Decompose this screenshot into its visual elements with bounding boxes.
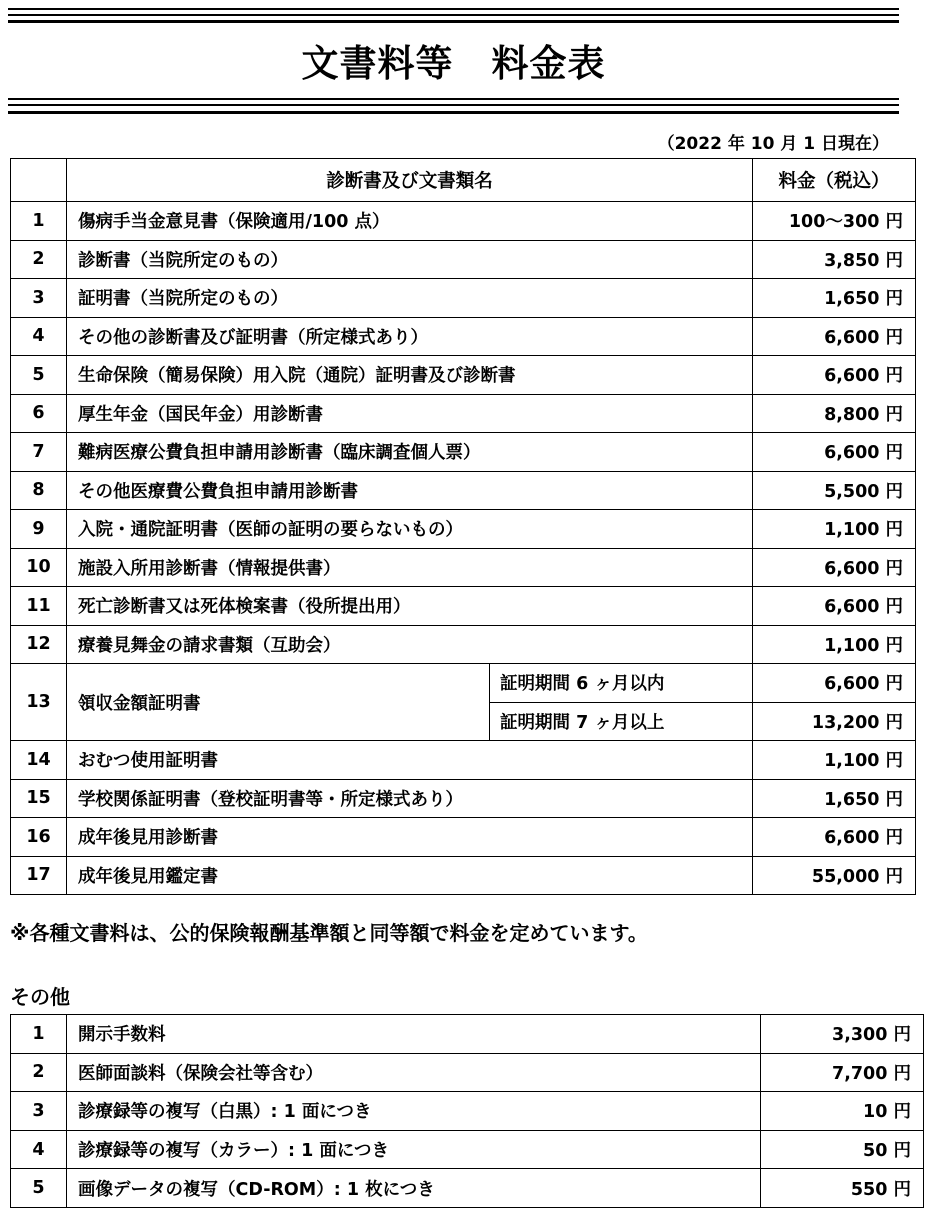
header-document-name: 診断書及び文書類名 <box>67 159 753 202</box>
table-row <box>11 548 916 587</box>
document-name: 診断書（当院所定のもの） <box>67 240 753 279</box>
table-row <box>11 856 916 895</box>
row-number: 5 <box>11 356 67 395</box>
table-row <box>11 1053 924 1092</box>
document-name: 学校関係証明書（登校証明書等・所定様式あり） <box>67 779 753 818</box>
other-heading: その他 <box>10 985 70 1009</box>
bottom-rule-1 <box>8 98 899 100</box>
table-row <box>11 202 916 241</box>
row-number: 17 <box>11 856 67 895</box>
price: 6,600 円 <box>753 433 916 472</box>
header-price: 料金（税込） <box>753 159 916 202</box>
table-row <box>11 1092 924 1131</box>
document-name: 厚生年金（国民年金）用診断書 <box>67 394 753 433</box>
price: 550 円 <box>761 1169 924 1208</box>
document-name: 入院・通院証明書（医師の証明の要らないもの） <box>67 510 753 549</box>
document-name: 難病医療公費負担申請用診断書（臨床調査個人票） <box>67 433 753 472</box>
row-number: 4 <box>11 1130 67 1169</box>
table-row <box>11 779 916 818</box>
row-number: 1 <box>11 202 67 241</box>
header-no <box>11 159 67 202</box>
document-name: 成年後見用鑑定書 <box>67 856 753 895</box>
price: 8,800 円 <box>753 394 916 433</box>
certificate-period: 証明期間 6 ヶ月以内 <box>490 664 753 703</box>
price: 6,600 円 <box>753 818 916 857</box>
table-row <box>11 818 916 857</box>
row-number: 1 <box>11 1015 67 1054</box>
document-name: 施設入所用診断書（情報提供書） <box>67 548 753 587</box>
as-of-date: （2022 年 10 月 1 日現在） <box>657 134 889 154</box>
price: 1,100 円 <box>753 510 916 549</box>
table-row <box>11 317 916 356</box>
table-row <box>11 279 916 318</box>
fee-table-header <box>11 159 916 202</box>
table-row <box>11 433 916 472</box>
price: 6,600 円 <box>753 587 916 626</box>
price: 1,100 円 <box>753 741 916 780</box>
document-name: 傷病手当金意見書（保険適用/100 点） <box>67 202 753 241</box>
row-number: 6 <box>11 394 67 433</box>
price: 3,300 円 <box>761 1015 924 1054</box>
price: 7,700 円 <box>761 1053 924 1092</box>
bottom-rule-2 <box>8 104 899 106</box>
document-name: 証明書（当院所定のもの） <box>67 279 753 318</box>
price: 13,200 円 <box>753 702 916 741</box>
price: 55,000 円 <box>753 856 916 895</box>
table-row <box>11 240 916 279</box>
table-row <box>11 587 916 626</box>
row-number: 15 <box>11 779 67 818</box>
price: 6,600 円 <box>753 664 916 703</box>
row-number: 16 <box>11 818 67 857</box>
row-number: 3 <box>11 279 67 318</box>
document-name: 領収金額証明書 <box>67 664 490 741</box>
price: 1,100 円 <box>753 625 916 664</box>
document-name: 成年後見用診断書 <box>67 818 753 857</box>
row-number: 8 <box>11 471 67 510</box>
certificate-period: 証明期間 7 ヶ月以上 <box>490 702 753 741</box>
bottom-rule-3 <box>8 111 899 114</box>
table-row <box>11 664 916 703</box>
document-name: 生命保険（簡易保険）用入院（通院）証明書及び診断書 <box>67 356 753 395</box>
document-name: その他医療費公費負担申請用診断書 <box>67 471 753 510</box>
document-name: 診療録等の複写（カラー）: 1 面につき <box>67 1130 761 1169</box>
page-title: 文書料等 料金表 <box>301 42 606 85</box>
table-row <box>11 471 916 510</box>
row-number: 5 <box>11 1169 67 1208</box>
price: 3,850 円 <box>753 240 916 279</box>
top-rule-1 <box>8 8 899 10</box>
table-row <box>11 356 916 395</box>
row-number: 12 <box>11 625 67 664</box>
row-number: 4 <box>11 317 67 356</box>
row-number: 13 <box>11 664 67 741</box>
price: 6,600 円 <box>753 356 916 395</box>
top-rule-2 <box>8 14 899 16</box>
price: 6,600 円 <box>753 317 916 356</box>
document-name: 診療録等の複写（白黒）: 1 面につき <box>67 1092 761 1131</box>
price: 50 円 <box>761 1130 924 1169</box>
document-name: 開示手数料 <box>67 1015 761 1054</box>
row-number: 3 <box>11 1092 67 1131</box>
table-row <box>11 510 916 549</box>
document-name: その他の診断書及び証明書（所定様式あり） <box>67 317 753 356</box>
table-row <box>11 741 916 780</box>
price: 10 円 <box>761 1092 924 1131</box>
price: 1,650 円 <box>753 779 916 818</box>
row-number: 10 <box>11 548 67 587</box>
document-name: 画像データの複写（CD-ROM）: 1 枚につき <box>67 1169 761 1208</box>
price: 6,600 円 <box>753 548 916 587</box>
price: 100～300 円 <box>753 202 916 241</box>
other-fee-table <box>10 1014 924 1208</box>
row-number: 2 <box>11 240 67 279</box>
row-number: 11 <box>11 587 67 626</box>
table-row <box>11 1015 924 1054</box>
row-number: 9 <box>11 510 67 549</box>
document-name: おむつ使用証明書 <box>67 741 753 780</box>
row-number: 14 <box>11 741 67 780</box>
row-number: 7 <box>11 433 67 472</box>
table-row <box>11 394 916 433</box>
document-name: 死亡診断書又は死体検案書（役所提出用） <box>67 587 753 626</box>
fee-table <box>10 158 916 895</box>
table-row <box>11 1130 924 1169</box>
table-row <box>11 625 916 664</box>
fee-note: ※各種文書料は、公的保険報酬基準額と同等額で料金を定めています。 <box>10 921 648 945</box>
row-number: 2 <box>11 1053 67 1092</box>
table-row <box>11 1169 924 1208</box>
top-rule-3 <box>8 20 899 23</box>
document-name: 医師面談料（保険会社等含む） <box>67 1053 761 1092</box>
document-name: 療養見舞金の請求書類（互助会） <box>67 625 753 664</box>
price: 5,500 円 <box>753 471 916 510</box>
price: 1,650 円 <box>753 279 916 318</box>
